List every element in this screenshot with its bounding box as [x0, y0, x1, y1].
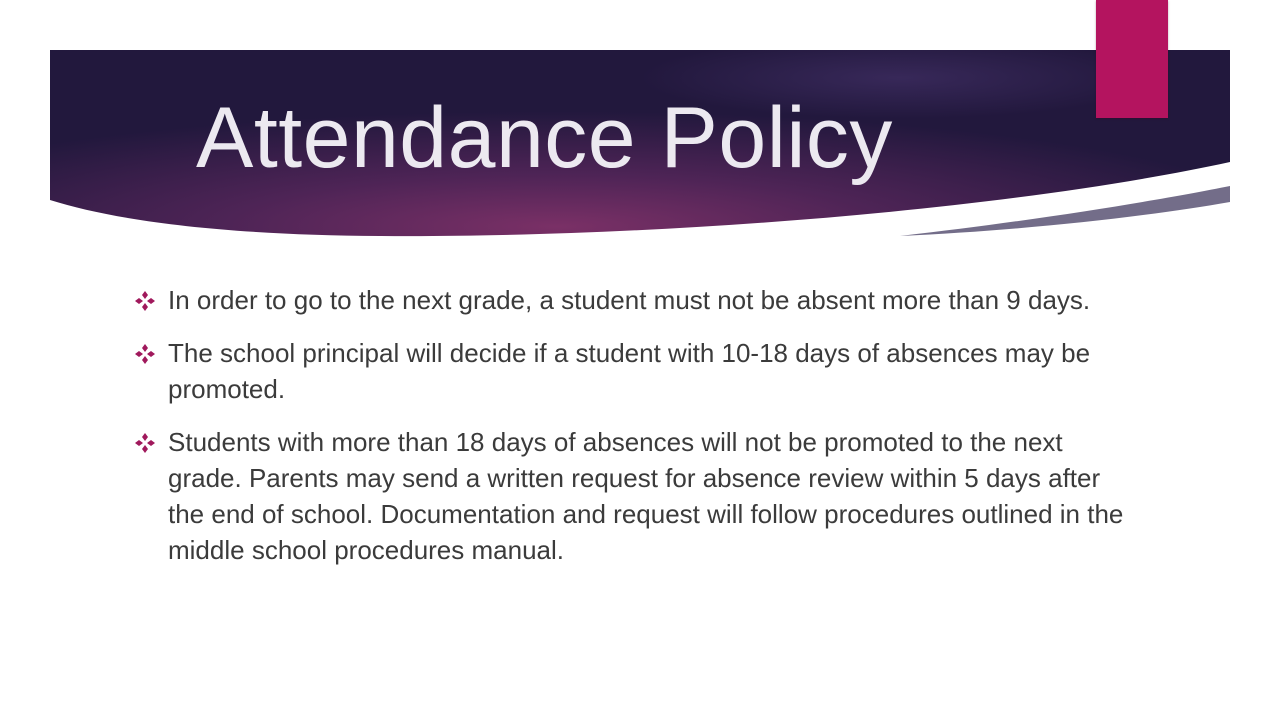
four-petal-diamond-icon: [134, 343, 156, 365]
bullet-text: Students with more than 18 days of absences will not be promoted to the next grade. Parents may send a written request for absence review within 5 days after the end of school. Documentation and request will follow procedures outlined in the middle school procedures manual.: [168, 427, 1124, 565]
bullet-item: [134, 282, 1124, 318]
four-petal-diamond-icon: [134, 290, 156, 312]
bullet-list: [134, 282, 1124, 585]
four-petal-diamond-icon: [134, 432, 156, 454]
bullet-item: [134, 424, 1124, 568]
accent-tab: [1096, 0, 1168, 118]
slide-title: Attendance Policy: [196, 90, 893, 186]
bullet-text: In order to go to the next grade, a student must not be absent more than 9 days.: [168, 285, 1091, 315]
bullet-text: The school principal will decide if a student with 10-18 days of absences may be promoted.: [168, 338, 1091, 404]
bullet-item: [134, 335, 1124, 407]
